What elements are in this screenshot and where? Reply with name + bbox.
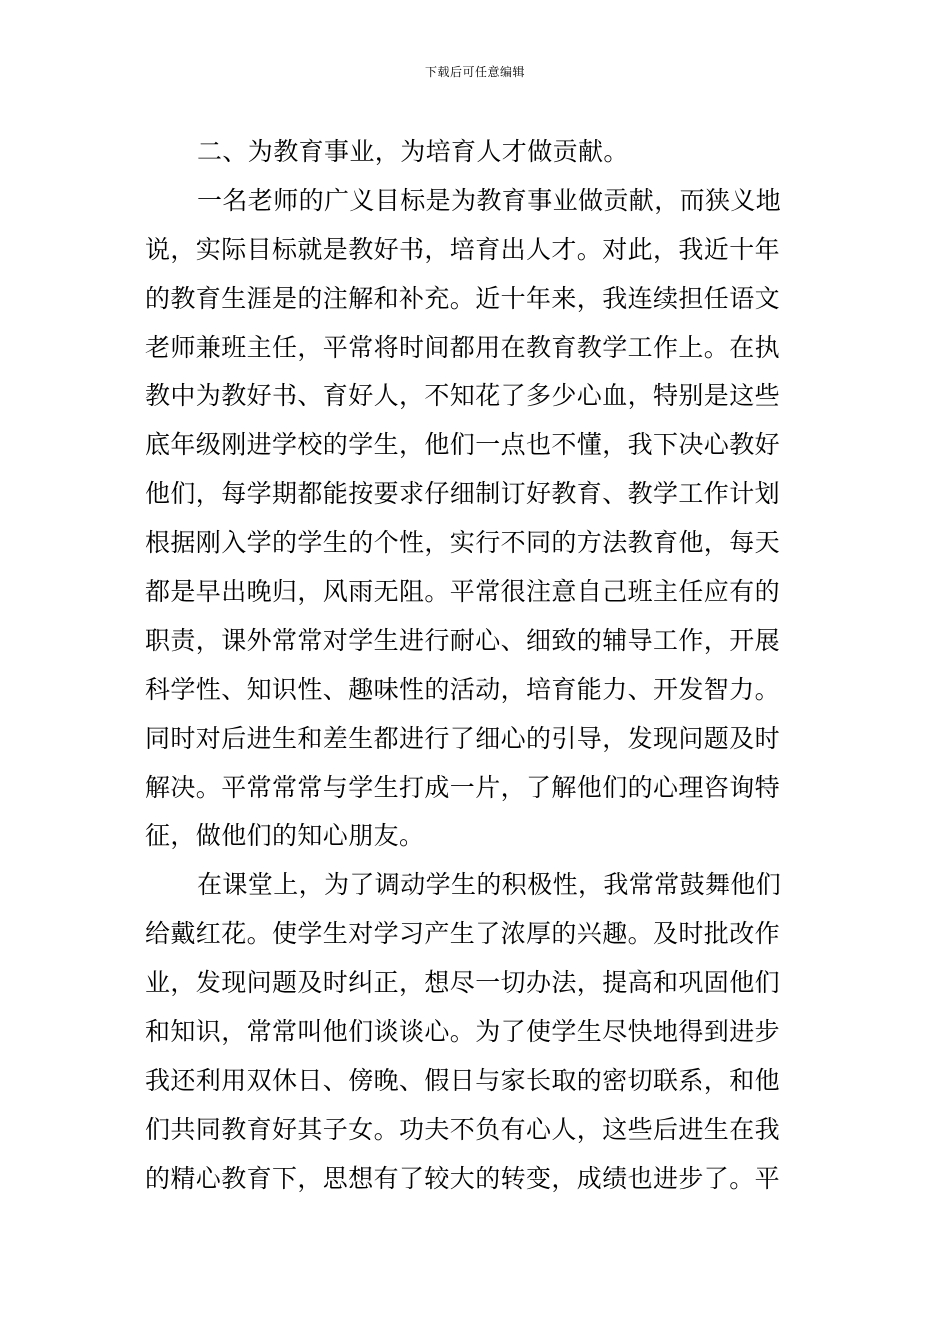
- section-heading: 二、为教育事业，为培育人才做贡献。: [197, 137, 629, 166]
- paragraph-line: 我还利用双休日、傍晚、假日与家长取的密切联系，和他: [145, 1065, 781, 1095]
- paragraph-line: 和知识，常常叫他们谈谈心。为了使学生尽快地得到进步: [145, 1017, 781, 1047]
- paragraph-line: 底年级刚进学校的学生，他们一点也不懂，我下决心教好: [145, 430, 781, 460]
- paragraph-line: 老师兼班主任，平常将时间都用在教育教学工作上。在执: [145, 332, 781, 362]
- paragraph-line: 说，实际目标就是教好书，培育出人才。对此，我近十年: [145, 234, 781, 264]
- paragraph-line: 一名老师的广义目标是为教育事业做贡献，而狭义地: [197, 185, 782, 215]
- paragraph-line: 根据刚入学的学生的个性，实行不同的方法教育他，每天: [145, 528, 781, 558]
- paragraph-line: 们共同教育好其子女。功夫不负有心人，这些后进生在我: [145, 1114, 781, 1144]
- paragraph-line: 业，发现问题及时纠正，想尽一切办法，提高和巩固他们: [145, 968, 781, 998]
- paragraph-line: 解决。平常常常与学生打成一片，了解他们的心理咨询特: [145, 772, 781, 802]
- paragraph-line: 在课堂上，为了调动学生的积极性，我常常鼓舞他们: [197, 870, 782, 900]
- page-header-note: 下载后可任意编辑: [424, 65, 525, 79]
- paragraph-line: 都是早出晚归，风雨无阻。平常很注意自己班主任应有的: [145, 577, 781, 607]
- paragraph-line: 征，做他们的知心朋友。: [145, 821, 425, 851]
- document-body: [145, 128, 807, 1204]
- paragraph-line: 科学性、知识性、趣味性的活动，培育能力、开发智力。: [145, 674, 781, 704]
- paragraph-line: 他们，每学期都能按要求仔细制订好教育、教学工作计划: [145, 479, 781, 509]
- paragraph-line: 同时对后进生和差生都进行了细心的引导，发现问题及时: [145, 723, 781, 753]
- paragraph-line: 的精心教育下，思想有了较大的转变，成绩也进步了。平: [145, 1163, 781, 1193]
- paragraph-line: 职责，课外常常对学生进行耐心、细致的辅导工作，开展: [145, 625, 781, 655]
- paragraph-line: 给戴红花。使学生对学习产生了浓厚的兴趣。及时批改作: [145, 919, 781, 949]
- paragraph-line: 教中为教好书、育好人，不知花了多少心血，特别是这些: [145, 381, 781, 411]
- paragraph-line: 的教育生涯是的注解和补充。近十年来，我连续担任语文: [145, 283, 781, 313]
